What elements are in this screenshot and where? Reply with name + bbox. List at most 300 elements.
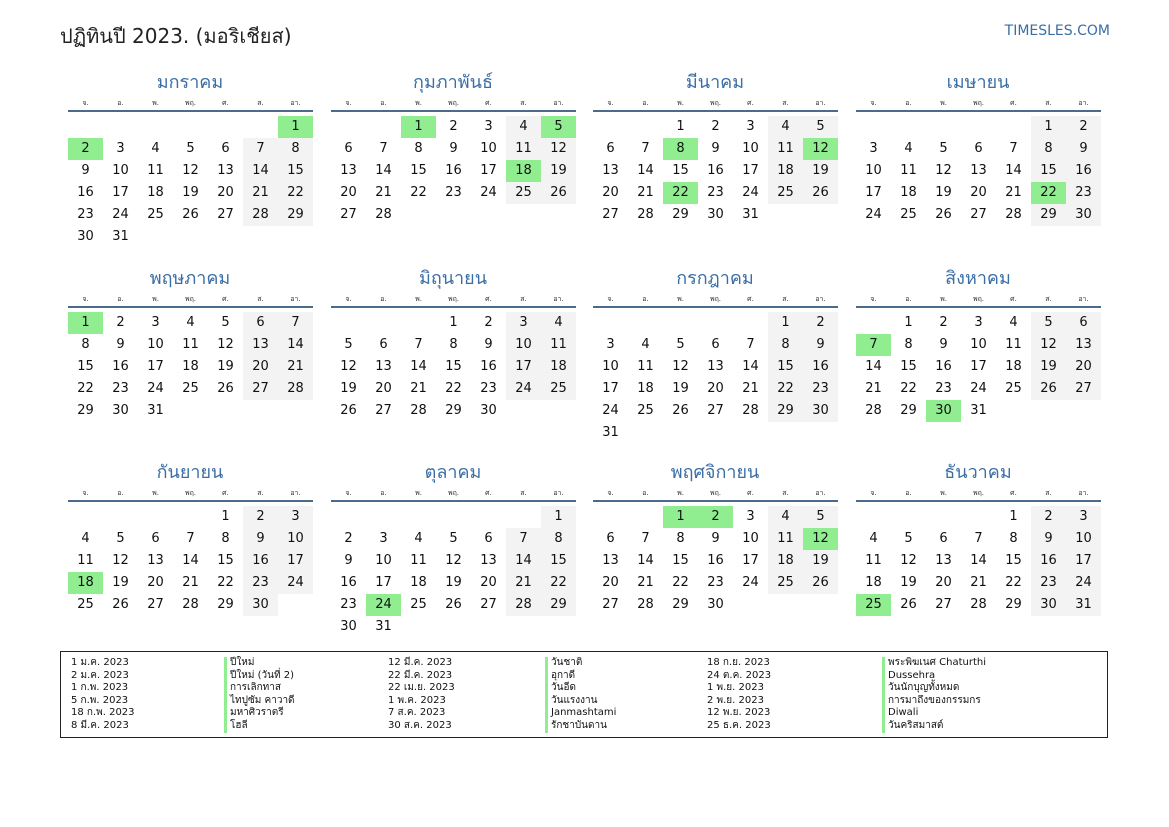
day-cell[interactable]: 7 <box>1009 141 1018 156</box>
day-cell[interactable]: 9 <box>803 334 838 356</box>
day-cell[interactable]: 30 <box>1066 204 1101 226</box>
day-cell[interactable]: 17 <box>742 163 759 178</box>
day-cell[interactable]: 22 <box>217 575 234 590</box>
day-cell[interactable]: 28 <box>410 403 427 418</box>
day-cell[interactable]: 21 <box>182 575 199 590</box>
day-cell[interactable]: 14 <box>637 163 654 178</box>
day-cell[interactable]: 16 <box>445 163 462 178</box>
day-cell[interactable]: 5 <box>803 506 838 528</box>
day-cell[interactable]: 26 <box>672 403 689 418</box>
day-cell[interactable]: 13 <box>480 553 497 568</box>
day-cell[interactable]: 14 <box>742 359 759 374</box>
day-cell[interactable]: 27 <box>340 207 357 222</box>
day-cell[interactable]: 10 <box>112 163 129 178</box>
day-cell[interactable]: 20 <box>970 185 987 200</box>
day-cell[interactable]: 4 <box>151 141 160 156</box>
day-cell[interactable]: 27 <box>707 403 724 418</box>
day-cell[interactable]: 3 <box>869 141 878 156</box>
day-cell[interactable]: 16 <box>112 359 129 374</box>
day-cell[interactable]: 22 <box>1005 575 1022 590</box>
day-cell[interactable]: 13 <box>375 359 392 374</box>
day-cell[interactable]: 28 <box>278 378 313 400</box>
day-cell[interactable]: 2 <box>711 119 720 134</box>
day-cell[interactable]: 1 <box>541 506 576 528</box>
day-cell[interactable]: 31 <box>602 425 619 440</box>
day-cell[interactable]: 9 <box>711 141 720 156</box>
holiday-day-cell[interactable]: 1 <box>68 312 103 334</box>
day-cell[interactable]: 6 <box>711 337 720 352</box>
holiday-day-cell[interactable]: 7 <box>856 334 891 356</box>
day-cell[interactable]: 18 <box>147 185 164 200</box>
holiday-day-cell[interactable]: 22 <box>663 182 698 204</box>
day-cell[interactable]: 3 <box>278 506 313 528</box>
day-cell[interactable]: 15 <box>672 553 689 568</box>
day-cell[interactable]: 8 <box>904 337 913 352</box>
day-cell[interactable]: 18 <box>865 575 882 590</box>
day-cell[interactable]: 17 <box>112 185 129 200</box>
day-cell[interactable]: 14 <box>410 359 427 374</box>
day-cell[interactable]: 26 <box>803 572 838 594</box>
day-cell[interactable]: 23 <box>707 575 724 590</box>
day-cell[interactable]: 4 <box>869 531 878 546</box>
day-cell[interactable]: 27 <box>935 597 952 612</box>
day-cell[interactable]: 12 <box>935 163 952 178</box>
day-cell[interactable]: 13 <box>147 553 164 568</box>
day-cell[interactable]: 13 <box>1066 334 1101 356</box>
day-cell[interactable]: 3 <box>506 312 541 334</box>
day-cell[interactable]: 6 <box>484 531 493 546</box>
day-cell[interactable]: 17 <box>147 359 164 374</box>
day-cell[interactable]: 13 <box>707 359 724 374</box>
day-cell[interactable]: 26 <box>445 597 462 612</box>
day-cell[interactable]: 6 <box>1066 312 1101 334</box>
day-cell[interactable]: 31 <box>375 619 392 634</box>
day-cell[interactable]: 30 <box>243 594 278 616</box>
day-cell[interactable]: 27 <box>147 597 164 612</box>
day-cell[interactable]: 7 <box>974 531 983 546</box>
day-cell[interactable]: 11 <box>410 553 427 568</box>
day-cell[interactable]: 27 <box>480 597 497 612</box>
day-cell[interactable]: 12 <box>541 138 576 160</box>
day-cell[interactable]: 27 <box>602 597 619 612</box>
day-cell[interactable]: 4 <box>768 116 803 138</box>
day-cell[interactable]: 13 <box>602 553 619 568</box>
day-cell[interactable]: 26 <box>541 182 576 204</box>
day-cell[interactable]: 20 <box>602 575 619 590</box>
day-cell[interactable]: 21 <box>637 185 654 200</box>
day-cell[interactable]: 12 <box>112 553 129 568</box>
day-cell[interactable]: 12 <box>182 163 199 178</box>
day-cell[interactable]: 15 <box>217 553 234 568</box>
day-cell[interactable]: 14 <box>865 359 882 374</box>
site-link[interactable]: TIMESLES.COM <box>1004 23 1110 39</box>
day-cell[interactable]: 9 <box>243 528 278 550</box>
day-cell[interactable]: 17 <box>742 553 759 568</box>
day-cell[interactable]: 25 <box>541 378 576 400</box>
day-cell[interactable]: 29 <box>541 594 576 616</box>
day-cell[interactable]: 11 <box>541 334 576 356</box>
day-cell[interactable]: 29 <box>1031 204 1066 226</box>
day-cell[interactable]: 23 <box>935 381 952 396</box>
holiday-day-cell[interactable]: 1 <box>278 116 313 138</box>
day-cell[interactable]: 15 <box>445 359 462 374</box>
day-cell[interactable]: 19 <box>1031 356 1066 378</box>
day-cell[interactable]: 4 <box>186 315 195 330</box>
day-cell[interactable]: 1 <box>904 315 913 330</box>
day-cell[interactable]: 14 <box>375 163 392 178</box>
day-cell[interactable]: 5 <box>1031 312 1066 334</box>
day-cell[interactable]: 7 <box>243 138 278 160</box>
day-cell[interactable]: 20 <box>1066 356 1101 378</box>
day-cell[interactable]: 18 <box>768 160 803 182</box>
day-cell[interactable]: 29 <box>445 403 462 418</box>
day-cell[interactable]: 3 <box>1066 506 1101 528</box>
day-cell[interactable]: 13 <box>217 163 234 178</box>
day-cell[interactable]: 22 <box>768 378 803 400</box>
day-cell[interactable]: 21 <box>865 381 882 396</box>
day-cell[interactable]: 23 <box>340 597 357 612</box>
day-cell[interactable]: 11 <box>768 528 803 550</box>
day-cell[interactable]: 20 <box>217 185 234 200</box>
day-cell[interactable]: 17 <box>278 550 313 572</box>
day-cell[interactable]: 9 <box>1066 138 1101 160</box>
holiday-day-cell[interactable]: 2 <box>698 506 733 528</box>
holiday-day-cell[interactable]: 22 <box>1031 182 1066 204</box>
day-cell[interactable]: 8 <box>541 528 576 550</box>
day-cell[interactable]: 21 <box>278 356 313 378</box>
day-cell[interactable]: 18 <box>1005 359 1022 374</box>
day-cell[interactable]: 4 <box>1009 315 1018 330</box>
day-cell[interactable]: 28 <box>243 204 278 226</box>
day-cell[interactable]: 16 <box>77 185 94 200</box>
day-cell[interactable]: 5 <box>939 141 948 156</box>
day-cell[interactable]: 26 <box>803 182 838 204</box>
day-cell[interactable]: 16 <box>707 163 724 178</box>
day-cell[interactable]: 13 <box>340 163 357 178</box>
day-cell[interactable]: 26 <box>340 403 357 418</box>
day-cell[interactable]: 2 <box>344 531 353 546</box>
day-cell[interactable]: 25 <box>768 572 803 594</box>
holiday-day-cell[interactable]: 12 <box>803 528 838 550</box>
day-cell[interactable]: 26 <box>935 207 952 222</box>
day-cell[interactable]: 22 <box>900 381 917 396</box>
day-cell[interactable]: 17 <box>480 163 497 178</box>
day-cell[interactable]: 27 <box>602 207 619 222</box>
day-cell[interactable]: 2 <box>484 315 493 330</box>
day-cell[interactable]: 24 <box>506 378 541 400</box>
day-cell[interactable]: 6 <box>221 141 230 156</box>
day-cell[interactable]: 15 <box>900 359 917 374</box>
day-cell[interactable]: 7 <box>506 528 541 550</box>
day-cell[interactable]: 9 <box>939 337 948 352</box>
day-cell[interactable]: 5 <box>904 531 913 546</box>
day-cell[interactable]: 16 <box>340 575 357 590</box>
day-cell[interactable]: 15 <box>410 163 427 178</box>
day-cell[interactable]: 22 <box>445 381 462 396</box>
day-cell[interactable]: 5 <box>116 531 125 546</box>
day-cell[interactable]: 24 <box>147 381 164 396</box>
day-cell[interactable]: 27 <box>970 207 987 222</box>
day-cell[interactable]: 11 <box>637 359 654 374</box>
day-cell[interactable]: 19 <box>217 359 234 374</box>
day-cell[interactable]: 10 <box>278 528 313 550</box>
day-cell[interactable]: 19 <box>541 160 576 182</box>
day-cell[interactable]: 12 <box>445 553 462 568</box>
day-cell[interactable]: 28 <box>865 403 882 418</box>
day-cell[interactable]: 31 <box>112 229 129 244</box>
holiday-day-cell[interactable]: 25 <box>856 594 891 616</box>
day-cell[interactable]: 12 <box>217 337 234 352</box>
day-cell[interactable]: 29 <box>278 204 313 226</box>
day-cell[interactable]: 20 <box>243 356 278 378</box>
day-cell[interactable]: 11 <box>1005 337 1022 352</box>
day-cell[interactable]: 14 <box>637 553 654 568</box>
day-cell[interactable]: 18 <box>900 185 917 200</box>
day-cell[interactable]: 19 <box>935 185 952 200</box>
day-cell[interactable]: 19 <box>803 160 838 182</box>
day-cell[interactable]: 11 <box>768 138 803 160</box>
day-cell[interactable]: 23 <box>803 378 838 400</box>
day-cell[interactable]: 9 <box>449 141 458 156</box>
day-cell[interactable]: 25 <box>77 597 94 612</box>
day-cell[interactable]: 13 <box>243 334 278 356</box>
day-cell[interactable]: 9 <box>484 337 493 352</box>
day-cell[interactable]: 5 <box>344 337 353 352</box>
day-cell[interactable]: 23 <box>445 185 462 200</box>
day-cell[interactable]: 14 <box>243 160 278 182</box>
day-cell[interactable]: 15 <box>77 359 94 374</box>
day-cell[interactable]: 29 <box>672 207 689 222</box>
day-cell[interactable]: 22 <box>541 572 576 594</box>
day-cell[interactable]: 18 <box>410 575 427 590</box>
day-cell[interactable]: 15 <box>1031 160 1066 182</box>
day-cell[interactable]: 23 <box>77 207 94 222</box>
day-cell[interactable]: 20 <box>602 185 619 200</box>
day-cell[interactable]: 3 <box>151 315 160 330</box>
day-cell[interactable]: 28 <box>637 207 654 222</box>
day-cell[interactable]: 19 <box>900 575 917 590</box>
day-cell[interactable]: 13 <box>970 163 987 178</box>
day-cell[interactable]: 6 <box>606 531 615 546</box>
day-cell[interactable]: 10 <box>742 531 759 546</box>
day-cell[interactable]: 15 <box>1005 553 1022 568</box>
day-cell[interactable]: 15 <box>541 550 576 572</box>
day-cell[interactable]: 13 <box>602 163 619 178</box>
day-cell[interactable]: 3 <box>746 509 755 524</box>
day-cell[interactable]: 16 <box>480 359 497 374</box>
day-cell[interactable]: 29 <box>672 597 689 612</box>
day-cell[interactable]: 21 <box>375 185 392 200</box>
day-cell[interactable]: 3 <box>746 119 755 134</box>
day-cell[interactable]: 30 <box>340 619 357 634</box>
day-cell[interactable]: 20 <box>707 381 724 396</box>
day-cell[interactable]: 28 <box>375 207 392 222</box>
day-cell[interactable]: 25 <box>506 182 541 204</box>
day-cell[interactable]: 10 <box>1066 528 1101 550</box>
day-cell[interactable]: 1 <box>1031 116 1066 138</box>
day-cell[interactable]: 6 <box>606 141 615 156</box>
day-cell[interactable]: 10 <box>742 141 759 156</box>
day-cell[interactable]: 5 <box>186 141 195 156</box>
day-cell[interactable]: 21 <box>410 381 427 396</box>
day-cell[interactable]: 3 <box>606 337 615 352</box>
holiday-day-cell[interactable]: 5 <box>541 116 576 138</box>
day-cell[interactable]: 15 <box>672 163 689 178</box>
day-cell[interactable]: 7 <box>641 531 650 546</box>
day-cell[interactable]: 7 <box>278 312 313 334</box>
day-cell[interactable]: 28 <box>970 597 987 612</box>
day-cell[interactable]: 25 <box>637 403 654 418</box>
day-cell[interactable]: 3 <box>379 531 388 546</box>
day-cell[interactable]: 4 <box>541 312 576 334</box>
day-cell[interactable]: 11 <box>147 163 164 178</box>
day-cell[interactable]: 29 <box>217 597 234 612</box>
day-cell[interactable]: 24 <box>602 403 619 418</box>
day-cell[interactable]: 24 <box>970 381 987 396</box>
day-cell[interactable]: 8 <box>221 531 230 546</box>
day-cell[interactable]: 21 <box>970 575 987 590</box>
day-cell[interactable]: 18 <box>768 550 803 572</box>
day-cell[interactable]: 8 <box>278 138 313 160</box>
day-cell[interactable]: 11 <box>77 553 94 568</box>
day-cell[interactable]: 19 <box>112 575 129 590</box>
day-cell[interactable]: 2 <box>1066 116 1101 138</box>
day-cell[interactable]: 11 <box>182 337 199 352</box>
holiday-day-cell[interactable]: 18 <box>506 160 541 182</box>
day-cell[interactable]: 1 <box>676 119 685 134</box>
day-cell[interactable]: 10 <box>602 359 619 374</box>
day-cell[interactable]: 9 <box>81 163 90 178</box>
day-cell[interactable]: 4 <box>904 141 913 156</box>
day-cell[interactable]: 31 <box>1066 594 1101 616</box>
day-cell[interactable]: 21 <box>1005 185 1022 200</box>
day-cell[interactable]: 7 <box>186 531 195 546</box>
day-cell[interactable]: 20 <box>375 381 392 396</box>
day-cell[interactable]: 7 <box>746 337 755 352</box>
day-cell[interactable]: 22 <box>77 381 94 396</box>
day-cell[interactable]: 30 <box>480 403 497 418</box>
day-cell[interactable]: 1 <box>221 509 230 524</box>
day-cell[interactable]: 20 <box>340 185 357 200</box>
day-cell[interactable]: 16 <box>1066 160 1101 182</box>
day-cell[interactable]: 26 <box>217 381 234 396</box>
day-cell[interactable]: 10 <box>375 553 392 568</box>
holiday-day-cell[interactable]: 1 <box>663 506 698 528</box>
day-cell[interactable]: 10 <box>506 334 541 356</box>
day-cell[interactable]: 4 <box>641 337 650 352</box>
day-cell[interactable]: 28 <box>637 597 654 612</box>
day-cell[interactable]: 28 <box>742 403 759 418</box>
day-cell[interactable]: 10 <box>970 337 987 352</box>
day-cell[interactable]: 4 <box>414 531 423 546</box>
day-cell[interactable]: 20 <box>480 575 497 590</box>
holiday-day-cell[interactable]: 18 <box>68 572 103 594</box>
day-cell[interactable]: 14 <box>506 550 541 572</box>
day-cell[interactable]: 9 <box>711 531 720 546</box>
day-cell[interactable]: 23 <box>243 572 278 594</box>
day-cell[interactable]: 29 <box>77 403 94 418</box>
day-cell[interactable]: 26 <box>900 597 917 612</box>
day-cell[interactable]: 8 <box>1031 138 1066 160</box>
day-cell[interactable]: 6 <box>344 141 353 156</box>
day-cell[interactable]: 7 <box>379 141 388 156</box>
day-cell[interactable]: 27 <box>217 207 234 222</box>
day-cell[interactable]: 16 <box>243 550 278 572</box>
day-cell[interactable]: 23 <box>112 381 129 396</box>
day-cell[interactable]: 30 <box>112 403 129 418</box>
day-cell[interactable]: 25 <box>410 597 427 612</box>
day-cell[interactable]: 8 <box>449 337 458 352</box>
day-cell[interactable]: 18 <box>637 381 654 396</box>
day-cell[interactable]: 5 <box>221 315 230 330</box>
holiday-day-cell[interactable]: 2 <box>68 138 103 160</box>
day-cell[interactable]: 26 <box>112 597 129 612</box>
day-cell[interactable]: 2 <box>1031 506 1066 528</box>
day-cell[interactable]: 23 <box>480 381 497 396</box>
day-cell[interactable]: 18 <box>182 359 199 374</box>
day-cell[interactable]: 24 <box>1066 572 1101 594</box>
day-cell[interactable]: 4 <box>81 531 90 546</box>
day-cell[interactable]: 3 <box>484 119 493 134</box>
day-cell[interactable]: 8 <box>676 531 685 546</box>
day-cell[interactable]: 31 <box>742 207 759 222</box>
day-cell[interactable]: 8 <box>768 334 803 356</box>
day-cell[interactable]: 25 <box>147 207 164 222</box>
day-cell[interactable]: 25 <box>900 207 917 222</box>
day-cell[interactable]: 18 <box>541 356 576 378</box>
day-cell[interactable]: 10 <box>147 337 164 352</box>
day-cell[interactable]: 24 <box>742 575 759 590</box>
day-cell[interactable]: 4 <box>506 116 541 138</box>
day-cell[interactable]: 22 <box>278 182 313 204</box>
day-cell[interactable]: 14 <box>1005 163 1022 178</box>
day-cell[interactable]: 24 <box>742 185 759 200</box>
day-cell[interactable]: 23 <box>1066 182 1101 204</box>
day-cell[interactable]: 12 <box>672 359 689 374</box>
day-cell[interactable]: 15 <box>768 356 803 378</box>
day-cell[interactable]: 31 <box>970 403 987 418</box>
holiday-day-cell[interactable]: 12 <box>803 138 838 160</box>
day-cell[interactable]: 2 <box>449 119 458 134</box>
day-cell[interactable]: 7 <box>414 337 423 352</box>
day-cell[interactable]: 19 <box>672 381 689 396</box>
day-cell[interactable]: 6 <box>939 531 948 546</box>
day-cell[interactable]: 30 <box>707 597 724 612</box>
day-cell[interactable]: 30 <box>1031 594 1066 616</box>
day-cell[interactable]: 12 <box>900 553 917 568</box>
day-cell[interactable]: 30 <box>77 229 94 244</box>
day-cell[interactable]: 12 <box>340 359 357 374</box>
holiday-day-cell[interactable]: 1 <box>401 116 436 138</box>
day-cell[interactable]: 17 <box>602 381 619 396</box>
day-cell[interactable]: 25 <box>182 381 199 396</box>
day-cell[interactable]: 15 <box>278 160 313 182</box>
day-cell[interactable]: 19 <box>803 550 838 572</box>
day-cell[interactable]: 17 <box>1066 550 1101 572</box>
day-cell[interactable]: 8 <box>81 337 90 352</box>
day-cell[interactable]: 25 <box>768 182 803 204</box>
day-cell[interactable]: 30 <box>707 207 724 222</box>
day-cell[interactable]: 19 <box>340 381 357 396</box>
day-cell[interactable]: 29 <box>768 400 803 422</box>
day-cell[interactable]: 23 <box>707 185 724 200</box>
day-cell[interactable]: 1 <box>768 312 803 334</box>
day-cell[interactable]: 5 <box>803 116 838 138</box>
day-cell[interactable]: 27 <box>375 403 392 418</box>
day-cell[interactable]: 27 <box>243 378 278 400</box>
day-cell[interactable]: 30 <box>803 400 838 422</box>
day-cell[interactable]: 29 <box>900 403 917 418</box>
